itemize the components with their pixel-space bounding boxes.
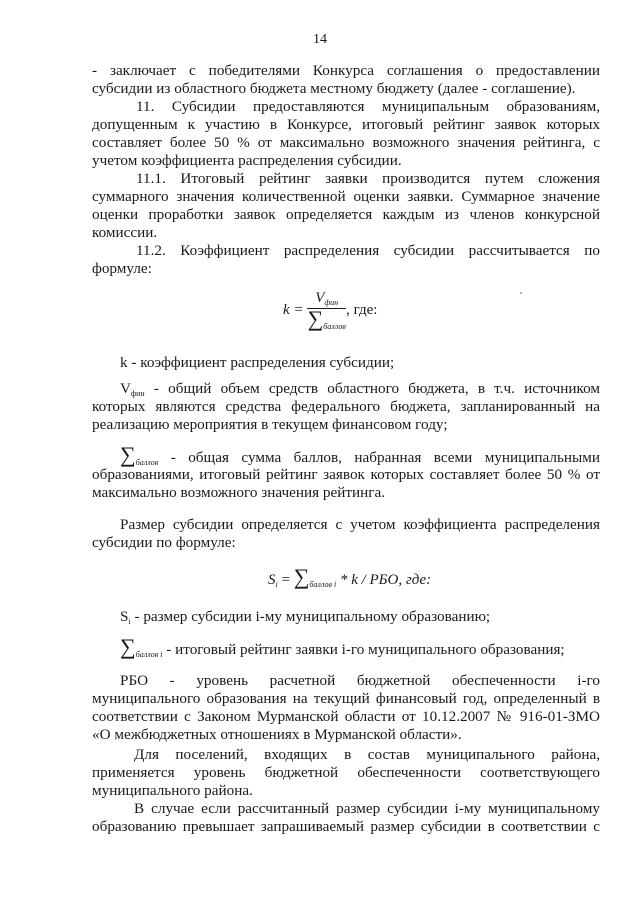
sigma-symbol: ∑ — [307, 306, 324, 331]
paragraph-line: комиссии. — [92, 224, 158, 241]
paragraph-line: максимально возможного значения рейтинга. — [92, 484, 386, 501]
paragraph-line: составляет более 50 % от максимально возможного значения рейтинга, с — [92, 134, 600, 151]
formula-denominator: $\sum_{баллов}$ — [307, 306, 346, 331]
paragraph-line: которых являются средства федерального бюджета, запланированный на — [92, 398, 600, 415]
paragraph-line: Размер субсидии определяется с учетом коэффициента распределения — [120, 516, 600, 533]
formula-subsidy: $S_i = \sum_{баллов i} * k$ / РБО, где: — [268, 564, 432, 589]
formula-tail: , где: — [346, 301, 378, 318]
paragraph-line: суммарного значения количественной оценки заявки. Суммарное значение — [92, 188, 600, 205]
definition-k: k - коэффициент распределения субсидии; — [120, 354, 395, 371]
paragraph-line: В случае если рассчитанный размер субсидии i-му муниципальному — [134, 800, 600, 817]
page-number: 14 — [313, 32, 327, 47]
paragraph-line: - заключает с победителями Конкурса соглашения о предоставлении — [92, 62, 600, 79]
formula-fraction — [307, 290, 346, 331]
paragraph-line: реализацию мероприятия в текущем финансовом году; — [92, 416, 448, 433]
definition-si: $S_i$ - размер субсидии i-му муниципальному образованию; — [120, 608, 491, 626]
paragraph-line: соответствии с Законом Мурманской области от 10.12.2007 № 916-01-ЗМО — [92, 708, 600, 725]
sigma-symbol: ∑ — [120, 442, 136, 467]
paragraph-line: Для поселений, входящих в состав муниципального района, — [134, 746, 600, 763]
definition-sum-i: $\sum_{баллов i}$ - итоговый рейтинг заявки i-го муниципального образования; — [120, 634, 565, 659]
formula-numerator: $V_{фин}$ — [307, 290, 346, 309]
definition-v-line: $V_{фин}$ - общий объем средств областного бюджета, в т.ч. источником — [120, 380, 600, 398]
paragraph-line: 11.1. Итоговый рейтинг заявки производится путем сложения — [136, 170, 600, 187]
paragraph-line: муниципального района. — [92, 782, 253, 799]
paragraph-line: образованию превышает запрашиваемый размер субсидии в соответствии с — [92, 818, 600, 835]
sigma-symbol: ∑ — [120, 634, 136, 659]
paragraph-line: 11.2. Коэффициент распределения субсидии рассчитывается по — [136, 242, 600, 259]
paragraph-line: применяется уровень бюджетной обеспеченности соответствующего — [92, 764, 600, 781]
paragraph-line: формуле: — [92, 260, 152, 277]
paragraph-line: РБО - уровень расчетной бюджетной обеспеченности i-го — [120, 672, 600, 689]
paragraph-line: допущенным к участию в Конкурсе, итоговый рейтинг заявок которых — [92, 116, 600, 133]
paragraph-line: оценки проработки заявок определяется каждым из членов конкурсной — [92, 206, 600, 223]
paragraph-line: субсидии из областного бюджета местному бюджету (далее - соглашение). — [92, 80, 576, 97]
definition-sum-line: $\sum_{баллов}$ - общая сумма баллов, набранная всеми муниципальными — [120, 442, 600, 467]
formula-coefficient — [283, 290, 377, 331]
paragraph-line: 11. Субсидии предоставляются муниципальным образованиям, — [136, 98, 600, 115]
paragraph-line: «О межбюджетных отношениях в Мурманской области». — [92, 726, 462, 743]
paragraph-line: субсидии по формуле: — [92, 534, 236, 551]
sigma-symbol: ∑ — [293, 564, 310, 589]
scan-speck — [520, 292, 522, 294]
paragraph-line: образованиями, итоговый рейтинг заявок которых составляет более 50 % от — [92, 466, 600, 483]
paragraph-line: муниципального образования на текущий финансовый год, определенный в — [92, 690, 600, 707]
paragraph-line: учетом коэффициента распределения субсидии. — [92, 152, 402, 169]
formula-lhs: k = — [283, 301, 304, 318]
